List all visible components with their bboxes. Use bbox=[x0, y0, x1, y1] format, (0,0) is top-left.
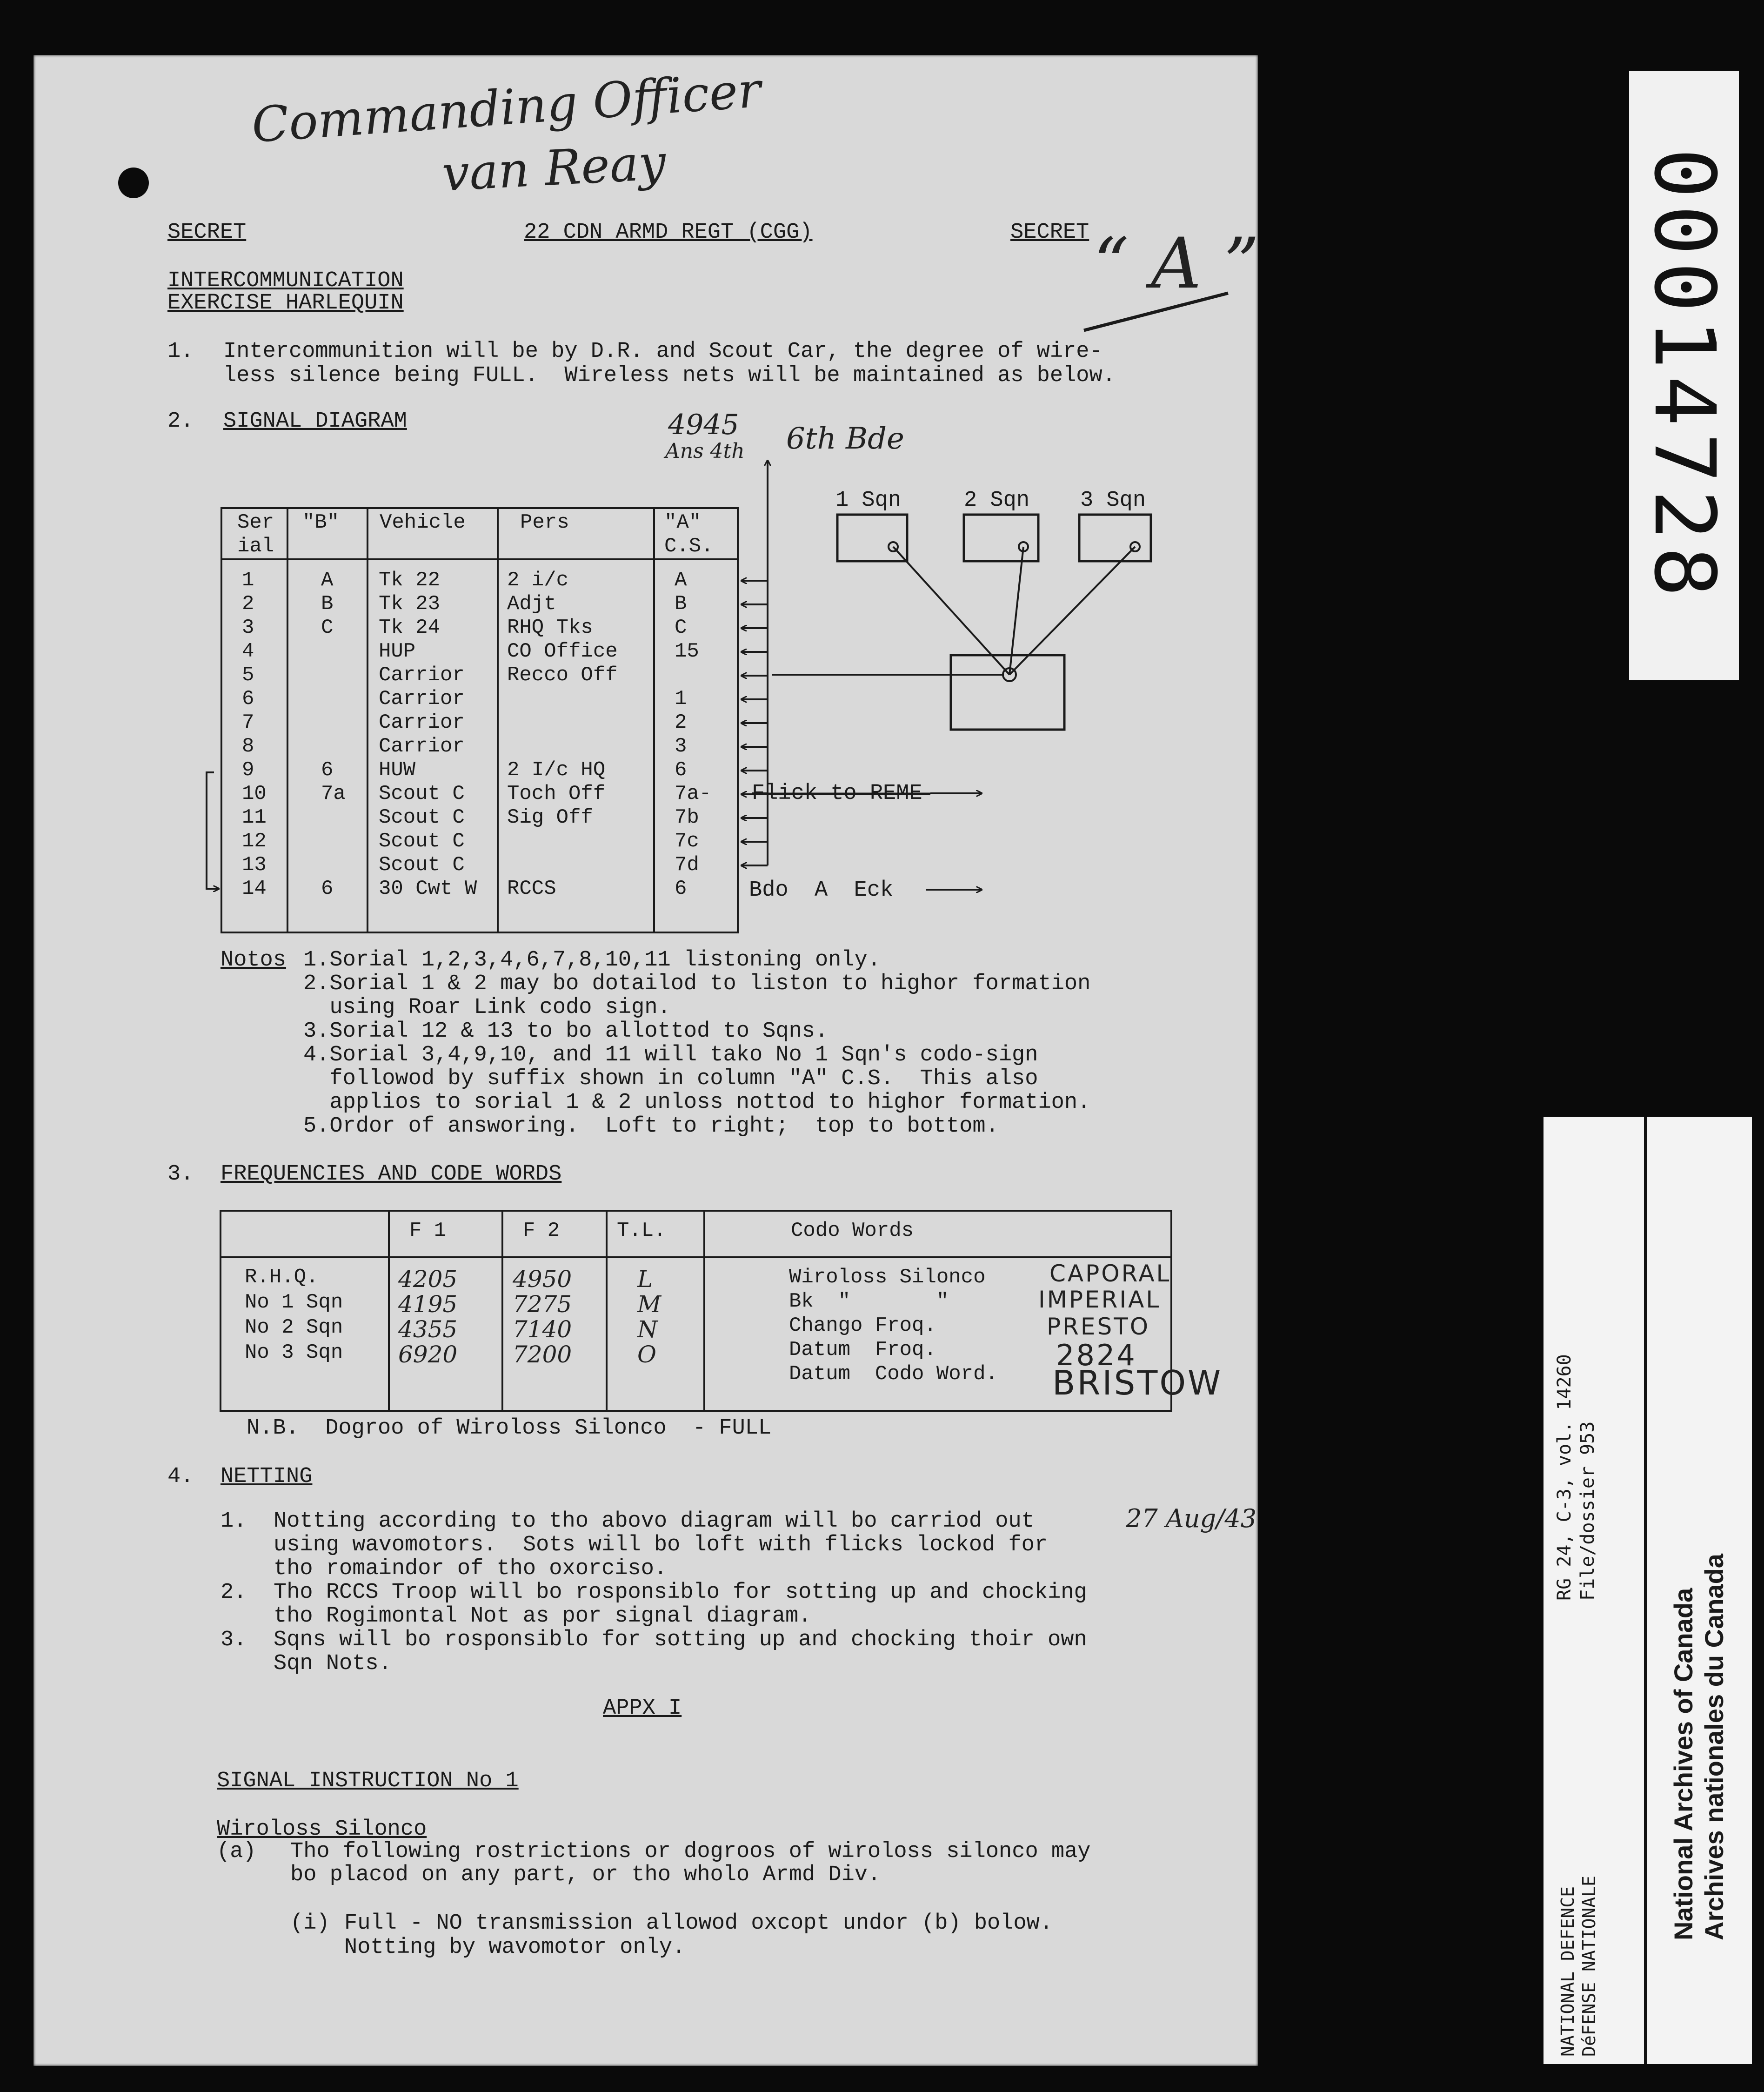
bde-ech-note: Bdo A Eck bbox=[749, 878, 894, 903]
netting-item-line: tho romaindor of tho oxorciso. bbox=[274, 1556, 668, 1581]
f2-cell: 7275 bbox=[513, 1291, 572, 1318]
netting-item-number: 2. bbox=[220, 1580, 247, 1605]
label-divider bbox=[1644, 1117, 1647, 2064]
serial-cell: 5 bbox=[242, 664, 254, 687]
col-header-pers: Pers bbox=[520, 511, 569, 534]
appendix-title: APPX I bbox=[603, 1696, 682, 1721]
vehicle-cell: Tk 23 bbox=[379, 592, 441, 616]
vehicle-cell: Tk 24 bbox=[379, 616, 441, 639]
pers-cell: RCCS bbox=[507, 877, 556, 900]
f2-cell: 4950 bbox=[513, 1266, 572, 1293]
title-line2: EXERCISE HARLEQUIN bbox=[167, 291, 404, 315]
header-secret-right: SECRET bbox=[1010, 220, 1089, 245]
para-a-line2: bo placod on any part, or tho wholo Armd Div. bbox=[290, 1863, 881, 1887]
handwritten-addressee: Commanding Officer bbox=[250, 61, 763, 154]
sqn-label-3: 3 Sqn bbox=[1080, 488, 1146, 513]
f2-cell: 7140 bbox=[513, 1316, 572, 1343]
handwritten-bde: 6th Bde bbox=[786, 422, 904, 456]
vehicle-cell: Tk 22 bbox=[379, 569, 441, 592]
b-cell: 6 bbox=[321, 877, 334, 900]
vehicle-cell: Carrior bbox=[379, 687, 465, 711]
tl-cell: O bbox=[637, 1341, 656, 1368]
note-line: 5.Ordor of answoring. Loft to right; top to bottom. bbox=[303, 1114, 999, 1139]
vehicle-cell: 30 Cwt W bbox=[379, 877, 477, 900]
archive-file: File/dossier 953 bbox=[1577, 1421, 1598, 1601]
serial-cell: 7 bbox=[242, 711, 254, 734]
sqn-label-2: 2 Sqn bbox=[964, 488, 1030, 513]
frequency-table bbox=[220, 1210, 1172, 1412]
unit-cell: No 1 Sqn bbox=[245, 1291, 343, 1314]
handwritten-net-sub: Ans 4th bbox=[665, 439, 745, 463]
cs-cell: 7b bbox=[675, 806, 699, 829]
f1-cell: 4195 bbox=[398, 1291, 458, 1318]
para1-number: 1. bbox=[167, 339, 194, 364]
sqn-label-1: 1 Sqn bbox=[835, 488, 902, 513]
para-i-line1: Full - NO transmission allowod oxcopt undor (b) bolow. bbox=[344, 1911, 1053, 1936]
netting-item-line: Notting according to tho abovo diagram will bo carriod out bbox=[274, 1509, 1035, 1534]
note-line: using Roar Link codo sign. bbox=[303, 995, 671, 1020]
archive-number: 00014728 bbox=[1635, 148, 1733, 603]
vehicle-cell: Carrior bbox=[379, 711, 465, 734]
vehicle-cell: HUP bbox=[379, 640, 416, 663]
netting-item-line: Tho RCCS Troop will bo rosponsiblo for sotting up and chocking bbox=[274, 1580, 1087, 1605]
tl-cell: L bbox=[637, 1266, 653, 1293]
b-cell: A bbox=[321, 569, 334, 592]
pers-cell: 2 i/c bbox=[507, 569, 569, 592]
vehicle-cell: Scout C bbox=[379, 853, 465, 877]
col-header-vehicle: Vehicle bbox=[380, 511, 466, 534]
pers-cell: Toch Off bbox=[507, 782, 606, 805]
handwritten-date: 27 Aug/43 bbox=[1126, 1504, 1257, 1533]
code-word-label: Datum Froq. bbox=[789, 1338, 936, 1361]
header-unit: 22 CDN ARMD REGT (CGG) bbox=[524, 220, 813, 245]
section4-title: NETTING bbox=[220, 1464, 313, 1489]
serial-cell: 10 bbox=[242, 782, 267, 805]
note-line: followod by suffix shown in column "A" C.S. This also bbox=[303, 1066, 1038, 1091]
notes-label: Notos bbox=[220, 948, 287, 972]
header-secret-left: SECRET bbox=[167, 220, 247, 245]
serial-cell: 8 bbox=[242, 735, 254, 758]
f1-cell: 4205 bbox=[398, 1266, 458, 1293]
cs-cell: 3 bbox=[675, 735, 687, 758]
para-i-number: (i) bbox=[290, 1911, 330, 1936]
pers-cell: Adjt bbox=[507, 592, 556, 616]
section2-number: 2. bbox=[167, 409, 194, 434]
unit-cell: No 3 Sqn bbox=[245, 1341, 343, 1364]
code-value-bristow: BRISTOW bbox=[1052, 1363, 1223, 1402]
col-header-b: "B" bbox=[302, 511, 340, 534]
annex-letter: “ A ” bbox=[1093, 223, 1260, 304]
archive-nat-en: NATIONAL DEFENCE bbox=[1557, 1886, 1578, 2057]
note-line: 4.Sorial 3,4,9,10, and 11 will tako No 1 Sqn's codo-sign bbox=[303, 1043, 1038, 1067]
pers-cell: CO Office bbox=[507, 640, 618, 663]
f1-cell: 6920 bbox=[398, 1341, 458, 1368]
code-value-imperial: IMPERIAL bbox=[1038, 1286, 1161, 1313]
vehicle-cell: HUW bbox=[379, 758, 416, 782]
unit-cell: R.H.Q. bbox=[245, 1266, 319, 1289]
f1-cell: 4355 bbox=[398, 1316, 458, 1343]
note-line: applios to sorial 1 & 2 unloss nottod to highor formation. bbox=[303, 1090, 1091, 1115]
col-header-cs: "A" C.S. bbox=[664, 511, 714, 558]
section3-title: FREQUENCIES AND CODE WORDS bbox=[220, 1162, 562, 1187]
serial-cell: 11 bbox=[242, 806, 267, 829]
note-line: 1.Sorial 1,2,3,4,6,7,8,10,11 listoning only. bbox=[303, 948, 881, 972]
vehicle-cell: Carrior bbox=[379, 735, 465, 758]
para-a-line1: Tho following rostrictions or dogroos of wiroloss silonco may bbox=[290, 1839, 1091, 1864]
pers-cell: Sig Off bbox=[507, 806, 593, 829]
serial-cell: 12 bbox=[242, 830, 267, 853]
handwritten-net-number: 4945 bbox=[668, 409, 739, 441]
wireless-silence-title: Wiroloss Silonco bbox=[217, 1817, 427, 1842]
archive-number-stamp bbox=[1629, 71, 1739, 680]
code-value-presto: PRESTO bbox=[1047, 1313, 1150, 1340]
b-cell: C bbox=[321, 616, 334, 639]
nb-note: N.B. Dogroo of Wiroloss Silonco - FULL bbox=[247, 1416, 772, 1441]
flick-to-reme-note: Flick to REME bbox=[752, 781, 922, 806]
unit-cell: No 2 Sqn bbox=[245, 1316, 343, 1339]
serial-cell: 1 bbox=[242, 569, 254, 592]
code-word-label: Datum Codo Word. bbox=[789, 1362, 998, 1386]
archive-label bbox=[1544, 1117, 1752, 2064]
netting-item-line: tho Rogimontal Not as por signal diagram. bbox=[274, 1604, 812, 1629]
serial-cell: 9 bbox=[242, 758, 254, 782]
col-header-serial: Ser ial bbox=[237, 511, 274, 558]
pers-cell: Recco Off bbox=[507, 664, 618, 687]
cs-cell: A bbox=[675, 569, 687, 592]
cs-cell: 6 bbox=[675, 758, 687, 782]
netting-item-number: 3. bbox=[220, 1628, 247, 1652]
pers-cell: 2 I/c HQ bbox=[507, 758, 606, 782]
netting-item-line: using wavomotors. Sots will bo loft with flicks lockod for bbox=[274, 1533, 1048, 1557]
f2-cell: 7200 bbox=[513, 1341, 572, 1368]
code-value-caporal: CAPORAL bbox=[1049, 1260, 1171, 1287]
cs-cell: 1 bbox=[675, 687, 687, 711]
note-line: 3.Sorial 12 & 13 to bo allottod to Sqns. bbox=[303, 1019, 829, 1044]
para-a-number: (a) bbox=[217, 1839, 256, 1864]
national-archives-fr: Archives nationales du Canada bbox=[1699, 1554, 1729, 1940]
vehicle-cell: Scout C bbox=[379, 830, 465, 853]
cs-cell: 7a- bbox=[675, 782, 712, 805]
freq-header-code-words: Codo Words bbox=[791, 1219, 914, 1242]
pers-cell: RHQ Tks bbox=[507, 616, 593, 639]
code-word-label: Bk " " bbox=[789, 1290, 949, 1313]
serial-cell: 2 bbox=[242, 592, 254, 616]
cs-cell: 6 bbox=[675, 877, 687, 900]
cs-cell: 7c bbox=[675, 830, 699, 853]
freq-header-f2: F 2 bbox=[523, 1219, 560, 1242]
serial-cell: 6 bbox=[242, 687, 254, 711]
serial-cell: 13 bbox=[242, 853, 267, 877]
archive-nat-fr: DéFENSE NATIONALE bbox=[1579, 1876, 1599, 2057]
national-archives-en: National Archives of Canada bbox=[1669, 1588, 1698, 1940]
serial-cell: 3 bbox=[242, 616, 254, 639]
b-cell: 6 bbox=[321, 758, 334, 782]
cs-cell: 7d bbox=[675, 853, 699, 877]
code-word-label: Wiroloss Silonco bbox=[789, 1266, 986, 1289]
para1-line2: less silence being FULL. Wireless nets will be maintained as below. bbox=[223, 363, 1116, 388]
note-line: 2.Sorial 1 & 2 may bo dotailod to liston to highor formation bbox=[303, 972, 1091, 996]
para-i-line2: Notting by wavomotor only. bbox=[344, 1935, 686, 1960]
tl-cell: N bbox=[637, 1316, 658, 1343]
vehicle-cell: Scout C bbox=[379, 806, 465, 829]
handwritten-name: van Reay bbox=[441, 134, 668, 202]
code-word-label: Chango Froq. bbox=[789, 1314, 936, 1337]
section2-title: SIGNAL DIAGRAM bbox=[223, 409, 407, 434]
title-line1: INTERCOMMUNICATION bbox=[167, 268, 404, 293]
signal-instruction-title: SIGNAL INSTRUCTION No 1 bbox=[217, 1769, 519, 1793]
code-value-datum: 2824 bbox=[1056, 1338, 1137, 1372]
section3-number: 3. bbox=[167, 1162, 194, 1187]
col-divider bbox=[501, 1210, 503, 1410]
cs-cell: C bbox=[675, 616, 687, 639]
b-cell: B bbox=[321, 592, 334, 616]
freq-header-tl: T.L. bbox=[617, 1219, 666, 1242]
netting-item-line: Sqn Nots. bbox=[274, 1651, 392, 1676]
vehicle-cell: Carrior bbox=[379, 664, 465, 687]
serial-cell: 4 bbox=[242, 640, 254, 663]
cs-cell: B bbox=[675, 592, 687, 616]
section4-number: 4. bbox=[167, 1464, 194, 1489]
netting-item-line: Sqns will bo rosponsiblo for sotting up and chocking thoir own bbox=[274, 1628, 1087, 1652]
col-divider bbox=[703, 1210, 705, 1410]
col-divider bbox=[388, 1210, 390, 1410]
freq-header-rule bbox=[220, 1256, 1170, 1258]
cs-cell: 15 bbox=[675, 640, 699, 663]
para1-line1: Intercommunition will be by D.R. and Scout Car, the degree of wire- bbox=[223, 339, 1102, 364]
b-cell: 7a bbox=[321, 782, 346, 805]
serial-cell: 14 bbox=[242, 877, 267, 900]
freq-header-f1: F 1 bbox=[409, 1219, 447, 1242]
archive-ref: RG 24, C-3, vol. 14260 bbox=[1554, 1354, 1575, 1601]
vehicle-cell: Scout C bbox=[379, 782, 465, 805]
tl-cell: M bbox=[637, 1291, 662, 1318]
netting-item-number: 1. bbox=[220, 1509, 247, 1534]
col-divider bbox=[606, 1210, 608, 1410]
cs-cell: 2 bbox=[675, 711, 687, 734]
